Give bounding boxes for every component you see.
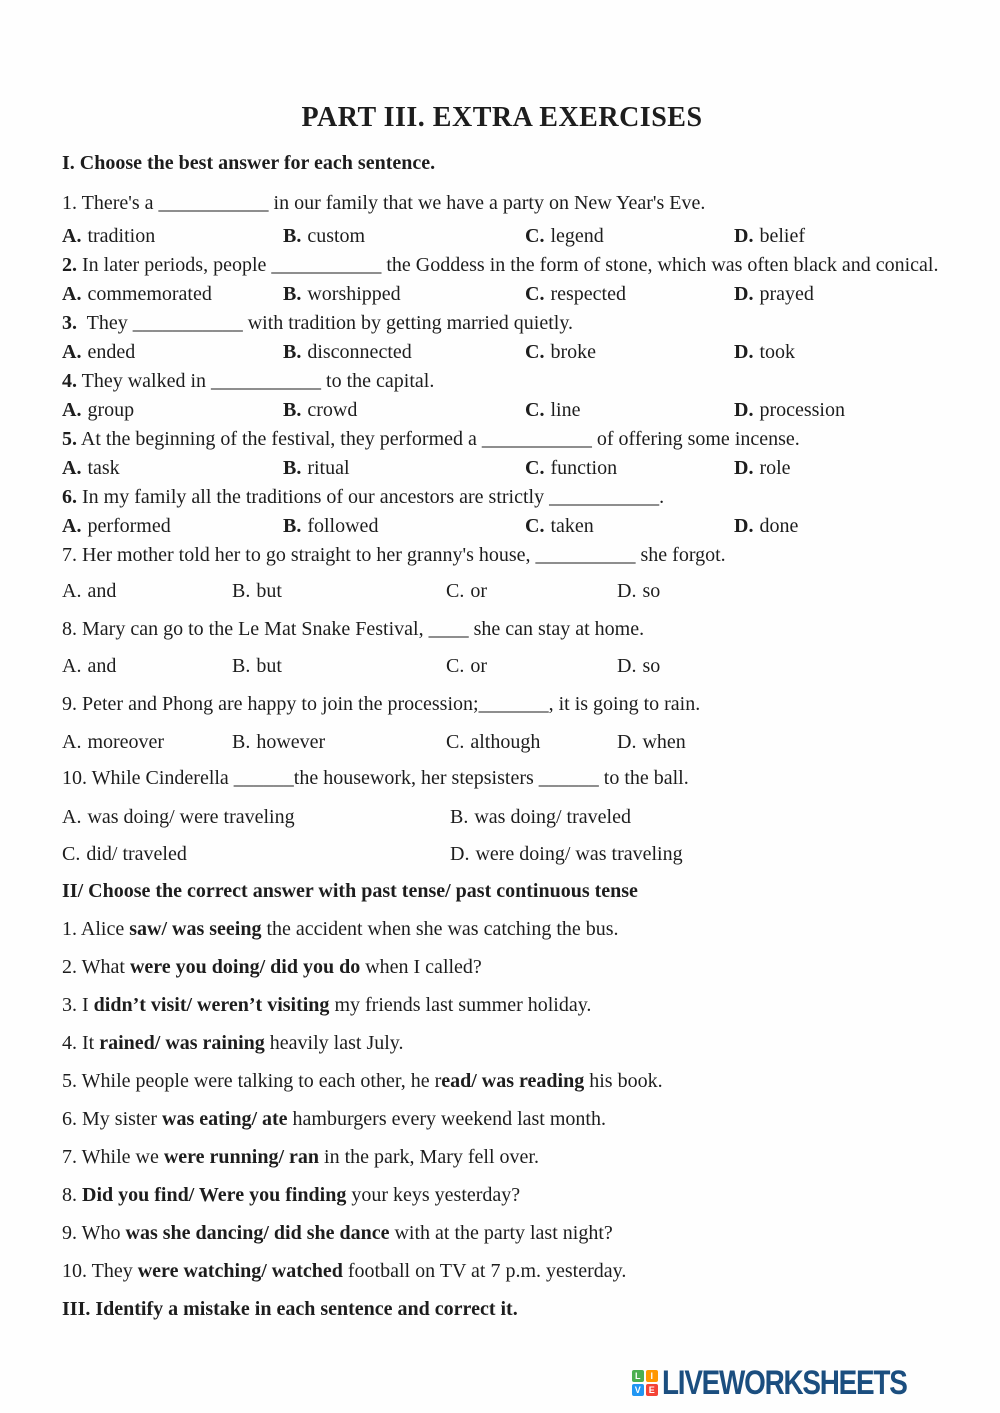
text-segment: 8.	[62, 1184, 82, 1206]
option-label: C.	[446, 655, 465, 677]
text-segment: 4. It	[62, 1032, 100, 1054]
option-text: took	[759, 341, 796, 363]
options-row-10b	[62, 840, 942, 869]
option-text: and	[87, 655, 117, 677]
option-6a	[62, 512, 283, 541]
option-7c	[446, 577, 617, 606]
text-segment: 7. Her mother told her to go straight to her granny's house, __________ she forgot.	[62, 544, 726, 566]
option-text: legend	[550, 225, 604, 247]
text-segment: 9. Peter and Phong are happy to join the procession;_______, it is going to rain.	[62, 693, 701, 715]
options-row-9	[62, 728, 942, 757]
option-label: A.	[62, 225, 82, 247]
option-label: B.	[283, 283, 302, 305]
section2-item-2	[62, 953, 942, 982]
option-text: ritual	[307, 457, 350, 479]
option-label: D.	[617, 580, 637, 602]
options-row-7	[62, 577, 942, 606]
text-segment: In my family all the traditions of our ancestors are strictly ___________.	[77, 486, 665, 508]
question-9	[62, 690, 942, 719]
option-9b	[232, 728, 446, 757]
text-segment: 3. I	[62, 994, 94, 1016]
option-text: belief	[759, 225, 805, 247]
option-label: C.	[446, 580, 465, 602]
option-text: role	[759, 457, 791, 479]
section2-item-3	[62, 991, 942, 1020]
option-label: C.	[525, 457, 545, 479]
option-8a	[62, 652, 232, 681]
option-2a	[62, 280, 283, 309]
option-label: B.	[283, 515, 302, 537]
bold-text-segment: 6.	[62, 486, 77, 508]
question-6	[62, 483, 942, 512]
bold-text-segment: were running/ ran	[163, 1146, 320, 1168]
text-segment: when I called?	[360, 956, 482, 978]
options-row-10a	[62, 803, 942, 832]
text-segment: In later periods, people ___________ the Goddess in the form of stone, which was often black and conical.	[77, 254, 939, 276]
option-9d	[617, 728, 942, 757]
option-3c	[525, 338, 734, 367]
option-text: broke	[550, 341, 596, 363]
option-6d	[734, 512, 942, 541]
option-text: but	[256, 580, 282, 602]
text-segment: 10. They	[62, 1260, 138, 1282]
option-text: did/ traveled	[86, 843, 187, 865]
section2-item-4	[62, 1029, 942, 1058]
options-row-2	[62, 280, 942, 309]
option-label: A.	[62, 806, 82, 828]
section2-item-7	[62, 1143, 942, 1172]
option-label: B.	[283, 399, 302, 421]
option-label: B.	[283, 341, 302, 363]
section2-item-5	[62, 1067, 942, 1096]
text-segment: with at the party last night?	[389, 1222, 613, 1244]
option-label: C.	[525, 515, 545, 537]
option-5d	[734, 454, 942, 483]
options-row-1	[62, 222, 942, 251]
option-text: was doing/ traveled	[474, 806, 631, 828]
option-label: A.	[62, 283, 82, 305]
option-label: C.	[62, 843, 81, 865]
option-label: D.	[734, 225, 754, 247]
option-text: taken	[550, 515, 594, 537]
bold-text-segment: were watching/ watched	[137, 1260, 343, 1282]
options-row-4	[62, 396, 942, 425]
options-row-5	[62, 454, 942, 483]
option-text: or	[470, 580, 488, 602]
option-text: line	[550, 399, 581, 421]
option-7a	[62, 577, 232, 606]
option-3d	[734, 338, 942, 367]
text-segment: your keys yesterday?	[346, 1184, 521, 1206]
option-10d	[450, 840, 942, 869]
option-text: and	[87, 580, 117, 602]
section3-heading: III. Identify a mistake in each sentence and correct it.	[62, 1298, 518, 1320]
text-segment: 2. What	[62, 956, 130, 978]
option-label: A.	[62, 515, 82, 537]
option-4d	[734, 396, 942, 425]
text-segment: 7. While we	[62, 1146, 164, 1168]
option-label: C.	[525, 341, 545, 363]
section2-item-9	[62, 1219, 942, 1248]
text-segment: 10. While Cinderella ______the housework, her stepsisters ______ to the ball.	[62, 767, 689, 789]
option-label: D.	[734, 399, 754, 421]
option-8d	[617, 652, 942, 681]
option-label: D.	[734, 457, 754, 479]
bold-text-segment: was she dancing/ did she dance	[125, 1222, 390, 1244]
option-text: group	[87, 399, 135, 421]
bold-text-segment: rained/ was raining	[99, 1032, 265, 1054]
question-7	[62, 541, 942, 570]
text-segment: his book.	[584, 1070, 663, 1092]
option-label: B.	[232, 731, 251, 753]
section1-heading: I. Choose the best answer for each sentence.	[62, 152, 436, 174]
liveworksheets-logo	[632, 1366, 960, 1400]
option-label: B.	[232, 655, 251, 677]
section2-heading: II/ Choose the correct answer with past tense/ past continuous tense	[62, 880, 638, 902]
option-text: however	[256, 731, 326, 753]
option-2d	[734, 280, 942, 309]
text-segment: 6. My sister	[62, 1108, 162, 1130]
logo-square-e: E	[646, 1384, 658, 1396]
option-text: when	[642, 731, 686, 753]
liveworksheets-brand-text: LIVEWORKSHEETS	[661, 1364, 907, 1402]
bold-text-segment: was eating/ ate	[162, 1108, 288, 1130]
options-row-8	[62, 652, 942, 681]
option-text: or	[470, 655, 488, 677]
option-label: D.	[450, 843, 470, 865]
bold-text-segment: 4.	[62, 370, 77, 392]
option-9c	[446, 728, 617, 757]
text-segment: At the beginning of the festival, they performed a ___________ of offering some incense.	[77, 428, 800, 450]
option-10c	[62, 840, 450, 869]
option-label: A.	[62, 580, 82, 602]
option-text: crowd	[307, 399, 358, 421]
option-label: D.	[734, 341, 754, 363]
logo-square-i: I	[646, 1370, 658, 1382]
text-segment: They walked in ___________ to the capital.	[77, 370, 435, 392]
bold-text-segment: 2.	[62, 254, 77, 276]
logo-square-l: L	[632, 1370, 644, 1382]
option-4a	[62, 396, 283, 425]
option-text: task	[87, 457, 120, 479]
text-segment: 9. Who	[62, 1222, 126, 1244]
option-text: prayed	[759, 283, 814, 305]
question-10	[62, 764, 942, 793]
option-10b	[450, 803, 942, 832]
section2-item-6	[62, 1105, 942, 1134]
option-text: procession	[759, 399, 845, 421]
page-title: PART III. EXTRA EXERCISES	[301, 102, 703, 133]
option-6b	[283, 512, 525, 541]
section2-item-10	[62, 1257, 942, 1286]
question-3	[62, 309, 942, 338]
option-label: C.	[446, 731, 465, 753]
options-row-6	[62, 512, 942, 541]
option-text: were doing/ was traveling	[475, 843, 683, 865]
option-text: although	[470, 731, 541, 753]
option-label: A.	[62, 399, 82, 421]
option-5b	[283, 454, 525, 483]
option-10a	[62, 803, 450, 832]
option-label: D.	[617, 655, 637, 677]
option-label: C.	[525, 283, 545, 305]
option-text: performed	[87, 515, 171, 537]
option-3b	[283, 338, 525, 367]
option-label: C.	[525, 399, 545, 421]
question-1	[62, 189, 942, 218]
option-text: followed	[307, 515, 379, 537]
option-text: function	[550, 457, 618, 479]
option-2c	[525, 280, 734, 309]
question-2	[62, 251, 942, 280]
option-text: tradition	[87, 225, 156, 247]
option-text: worshipped	[307, 283, 401, 305]
bold-text-segment: didn’t visit/ weren’t visiting	[93, 994, 330, 1016]
option-8c	[446, 652, 617, 681]
text-segment: 8. Mary can go to the Le Mat Snake Festival, ____ she can stay at home.	[62, 618, 645, 640]
option-1d	[734, 222, 942, 251]
option-text: was doing/ were traveling	[87, 806, 295, 828]
option-label: B.	[450, 806, 469, 828]
option-1a	[62, 222, 283, 251]
option-text: so	[642, 655, 661, 677]
text-segment: They ___________ with tradition by getting married quietly.	[77, 312, 574, 334]
text-segment: the accident when she was catching the bus.	[261, 918, 619, 940]
question-4	[62, 367, 942, 396]
bold-text-segment: Did you find/ Were you finding	[82, 1184, 347, 1206]
section2-item-1	[62, 915, 942, 944]
bold-text-segment: ead/ was reading	[441, 1070, 585, 1092]
option-label: D.	[617, 731, 637, 753]
text-segment: football on TV at 7 p.m. yesterday.	[342, 1260, 627, 1282]
option-6c	[525, 512, 734, 541]
option-label: C.	[525, 225, 545, 247]
option-4c	[525, 396, 734, 425]
question-5	[62, 425, 942, 454]
option-7d	[617, 577, 942, 606]
option-label: A.	[62, 655, 82, 677]
option-label: A.	[62, 457, 82, 479]
text-segment: heavily last July.	[264, 1032, 404, 1054]
option-label: D.	[734, 283, 754, 305]
option-8b	[232, 652, 446, 681]
text-segment: 1. There's a ___________ in our family that we have a party on New Year's Eve.	[62, 192, 706, 214]
option-label: A.	[62, 341, 82, 363]
text-segment: 5. While people were talking to each other, he r	[62, 1070, 442, 1092]
option-text: custom	[307, 225, 366, 247]
option-text: disconnected	[307, 341, 412, 363]
option-text: moreover	[87, 731, 165, 753]
option-1b	[283, 222, 525, 251]
bold-text-segment: 5.	[62, 428, 77, 450]
options-row-3	[62, 338, 942, 367]
option-label: B.	[283, 225, 302, 247]
text-segment: in the park, Mary fell over.	[319, 1146, 539, 1168]
option-9a	[62, 728, 232, 757]
option-label: B.	[283, 457, 302, 479]
option-2b	[283, 280, 525, 309]
option-label: D.	[734, 515, 754, 537]
text-segment: my friends last summer holiday.	[329, 994, 592, 1016]
option-5a	[62, 454, 283, 483]
option-text: so	[642, 580, 661, 602]
bold-text-segment: saw/ was seeing	[129, 918, 262, 940]
option-7b	[232, 577, 446, 606]
option-text: respected	[550, 283, 626, 305]
option-label: B.	[232, 580, 251, 602]
option-text: but	[256, 655, 282, 677]
bold-text-segment: 3.	[62, 312, 77, 334]
liveworksheets-logo-icon	[632, 1370, 658, 1396]
option-label: A.	[62, 731, 82, 753]
text-segment: 1. Alice	[62, 918, 130, 940]
text-segment: hamburgers every weekend last month.	[287, 1108, 606, 1130]
option-text: ended	[87, 341, 136, 363]
question-8	[62, 615, 942, 644]
section2-item-8	[62, 1181, 942, 1210]
option-3a	[62, 338, 283, 367]
option-text: done	[759, 515, 799, 537]
option-4b	[283, 396, 525, 425]
bold-text-segment: were you doing/ did you do	[129, 956, 361, 978]
option-1c	[525, 222, 734, 251]
option-5c	[525, 454, 734, 483]
option-text: commemorated	[87, 283, 212, 305]
logo-square-v: V	[632, 1384, 644, 1396]
